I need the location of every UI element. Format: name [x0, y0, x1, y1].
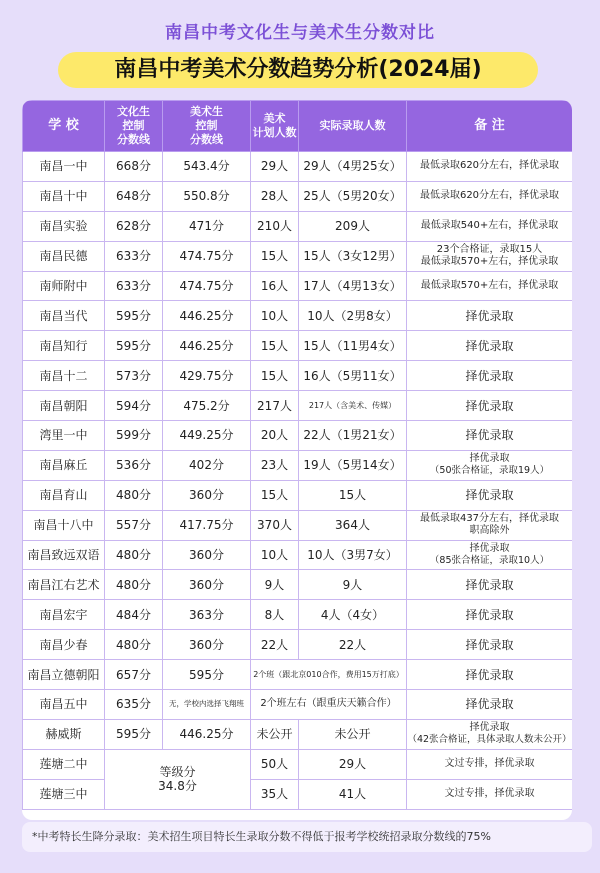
table-row: [23, 241, 573, 271]
note-line: 最低录取540+左右，择优录取: [420, 220, 559, 232]
school-cell: 南昌当代: [23, 301, 105, 331]
note-line: 最低录取620分左右，择优录取: [419, 160, 560, 172]
actual-cell: 10人（3男7女）: [299, 540, 407, 570]
note-line: 文过专排，择优录取: [444, 758, 535, 770]
school-cell: 南昌育山: [23, 480, 105, 510]
culture-score-cell: 628分: [105, 211, 163, 241]
table-row: [23, 450, 573, 480]
table-row: [23, 152, 573, 182]
note-line: 择优录取: [465, 338, 514, 353]
art-score-cell: 449.25分: [163, 421, 251, 451]
table-row: [23, 660, 573, 690]
actual-cell: 29人: [299, 749, 407, 779]
header-actual: 实际录取人数: [299, 101, 407, 152]
note-line: 职高除外: [469, 525, 510, 537]
school-cell: 南昌十八中: [23, 510, 105, 540]
art-score-cell: 360分: [163, 570, 251, 600]
note-line: 择优录取: [465, 637, 514, 652]
plan-cell: 16人: [251, 271, 299, 301]
note-line: 择优录取: [465, 697, 514, 712]
school-cell: 莲塘三中: [23, 779, 105, 809]
table-row: [23, 271, 573, 301]
school-cell: 南昌实验: [23, 211, 105, 241]
school-cell: 南昌十中: [23, 181, 105, 211]
actual-cell: 217人（含美术、传媒）: [299, 391, 407, 421]
school-cell: 南昌江右艺术: [23, 570, 105, 600]
note-line: 择优录取: [469, 453, 510, 465]
grade-value: 34.8分: [158, 779, 197, 794]
note-line: 最低录取570+左右，择优录取: [420, 280, 559, 291]
note-cell: [407, 241, 573, 271]
table-row: [23, 570, 573, 600]
art-score-cell: 429.75分: [163, 361, 251, 391]
school-cell: 南昌朝阳: [23, 391, 105, 421]
plan-cell: 15人: [251, 361, 299, 391]
note-cell: [407, 361, 573, 391]
school-cell: 南昌民德: [23, 241, 105, 271]
note-cell: [407, 690, 573, 720]
table-row: [23, 719, 573, 749]
note-line: 择优录取: [465, 607, 514, 622]
plan-cell: 23人: [251, 450, 299, 480]
table-row: [23, 600, 573, 630]
actual-cell: 22人: [299, 630, 407, 660]
plan-cell: 15人: [251, 331, 299, 361]
culture-score-cell: 657分: [105, 660, 163, 690]
school-cell: 湾里一中: [23, 421, 105, 451]
actual-cell: 29人（4男25女）: [299, 152, 407, 182]
note-line: 文过专排，择优录取: [444, 788, 535, 800]
note-line: 择优录取: [465, 667, 514, 682]
note-line: 择优录取: [469, 543, 510, 555]
note-cell: [407, 540, 573, 570]
table-row: [23, 749, 573, 779]
plan-cell: 210人: [251, 211, 299, 241]
actual-cell: 15人: [299, 480, 407, 510]
culture-score-cell: 635分: [105, 690, 163, 720]
actual-cell: 364人: [299, 510, 407, 540]
note-line: 最低录取570+左右，择优录取: [420, 256, 559, 268]
art-score-cell: 550.8分: [163, 181, 251, 211]
table-row: [23, 480, 573, 510]
header-culture: 文化生 控制 分数线: [105, 101, 163, 152]
school-cell: 南师附中: [23, 271, 105, 301]
art-score-cell: 543.4分: [163, 152, 251, 182]
note-cell: [407, 301, 573, 331]
note-cell: [407, 421, 573, 451]
subtitle: 南昌中考文化生与美术生分数对比: [165, 23, 435, 43]
culture-score-cell: 480分: [105, 540, 163, 570]
plan-cell: 8人: [251, 600, 299, 630]
actual-cell: 15人（11男4女）: [299, 331, 407, 361]
art-score-cell: 474.75分: [163, 271, 251, 301]
plan-cell: 28人: [251, 181, 299, 211]
table-row: [23, 331, 573, 361]
art-score-cell: 475.2分: [163, 391, 251, 421]
culture-score-cell: 484分: [105, 600, 163, 630]
table-row: [23, 361, 573, 391]
note-cell: [407, 211, 573, 241]
culture-score-cell: 480分: [105, 570, 163, 600]
art-score-cell: 595分: [163, 660, 251, 690]
note-line: 最低录取437分左右，择优录取: [419, 513, 560, 525]
school-cell: 南昌宏宇: [23, 600, 105, 630]
culture-score-cell: 595分: [105, 331, 163, 361]
plan-cell: 未公开: [251, 719, 299, 749]
note-line: 择优录取: [465, 308, 514, 323]
note-cell: [407, 271, 573, 301]
note-line: （50张合格证，录取19人）: [429, 465, 550, 477]
art-score-cell: 360分: [163, 480, 251, 510]
plan-cell: 15人: [251, 241, 299, 271]
page-title: 南昌中考美术分数趋势分析(2024届): [58, 52, 538, 88]
culture-score-cell: 595分: [105, 301, 163, 331]
note-line: （42张合格证，具体录取人数未公开）: [407, 734, 572, 746]
actual-cell: 41人: [299, 779, 407, 809]
note-cell: [407, 331, 573, 361]
actual-cell: 4人（4女）: [299, 600, 407, 630]
art-score-cell: 446.25分: [163, 719, 251, 749]
note-cell: [407, 600, 573, 630]
plan-cell: 35人: [251, 779, 299, 809]
header-note: 备 注: [407, 101, 573, 152]
school-cell: 南昌知行: [23, 331, 105, 361]
art-score-cell: 446.25分: [163, 331, 251, 361]
table-row: [23, 630, 573, 660]
note-cell: [407, 719, 573, 749]
actual-cell: 9人: [299, 570, 407, 600]
culture-score-cell: 594分: [105, 391, 163, 421]
culture-score-cell: 595分: [105, 719, 163, 749]
note-cell: [407, 749, 573, 779]
note-line: 择优录取: [465, 428, 514, 443]
note-cell: [407, 510, 573, 540]
art-score-cell: 无，学校内选择飞翔班: [163, 690, 251, 720]
table-row: [23, 301, 573, 331]
table-row: [23, 211, 573, 241]
actual-cell: 10人（2男8女）: [299, 301, 407, 331]
actual-cell: 25人（5男20女）: [299, 181, 407, 211]
school-cell: 南昌少春: [23, 630, 105, 660]
school-cell: 莲塘二中: [23, 749, 105, 779]
art-score-cell: 471分: [163, 211, 251, 241]
culture-score-cell: 536分: [105, 450, 163, 480]
actual-cell: 未公开: [299, 719, 407, 749]
culture-score-cell: 599分: [105, 421, 163, 451]
actual-cell: 209人: [299, 211, 407, 241]
footnote: *中考特长生降分录取：美术招生项目特长生录取分数不得低于报考学校统招录取分数线的75%: [22, 822, 592, 852]
grade-label: 等级分: [159, 765, 196, 780]
plan-cell: 29人: [251, 152, 299, 182]
score-table: [22, 100, 572, 820]
culture-score-cell: 573分: [105, 361, 163, 391]
plan-cell: 10人: [251, 540, 299, 570]
note-cell: [407, 181, 573, 211]
plan-cell: 50人: [251, 749, 299, 779]
culture-score-cell: 633分: [105, 241, 163, 271]
plan-cell: 9人: [251, 570, 299, 600]
table-row: [23, 510, 573, 540]
plan-cell: 10人: [251, 301, 299, 331]
culture-score-cell: 648分: [105, 181, 163, 211]
school-cell: 南昌麻丘: [23, 450, 105, 480]
culture-score-cell: 668分: [105, 152, 163, 182]
art-score-cell: 402分: [163, 450, 251, 480]
note-line: 23个合格证，录取15人: [436, 244, 543, 256]
note-line: 最低录取620分左右，择优录取: [419, 190, 560, 202]
header-art: 美术生 控制 分数线: [163, 101, 251, 152]
table-row: [23, 181, 573, 211]
actual-cell: 15人（3女12男）: [299, 241, 407, 271]
header-school: 学 校: [23, 101, 105, 152]
art-score-cell: 446.25分: [163, 301, 251, 331]
note-line: 择优录取: [465, 488, 514, 503]
note-cell: [407, 450, 573, 480]
culture-score-cell: 480分: [105, 630, 163, 660]
art-score-cell: 360分: [163, 540, 251, 570]
school-cell: 南昌立德朝阳: [23, 660, 105, 690]
plan-actual-merged-cell: 2个班（跟北京010合作，费用15万打底）: [251, 660, 407, 690]
plan-cell: 22人: [251, 630, 299, 660]
note-cell: [407, 152, 573, 182]
table-row: [23, 421, 573, 451]
note-cell: [407, 480, 573, 510]
school-cell: 南昌一中: [23, 152, 105, 182]
school-cell: 赫威斯: [23, 719, 105, 749]
art-score-cell: 417.75分: [163, 510, 251, 540]
actual-cell: 16人（5男11女）: [299, 361, 407, 391]
table-row: [23, 540, 573, 570]
note-line: 择优录取: [465, 577, 514, 592]
plan-actual-merged-cell: 2个班左右（跟重庆天籁合作）: [251, 690, 407, 720]
note-cell: [407, 779, 573, 809]
culture-score-cell: 633分: [105, 271, 163, 301]
plan-cell: 370人: [251, 510, 299, 540]
art-score-cell: 474.75分: [163, 241, 251, 271]
note-cell: [407, 391, 573, 421]
note-line: 择优录取: [465, 398, 514, 413]
actual-cell: 19人（5男14女）: [299, 450, 407, 480]
culture-score-cell: 557分: [105, 510, 163, 540]
school-cell: 南昌十二: [23, 361, 105, 391]
plan-cell: 15人: [251, 480, 299, 510]
plan-cell: 217人: [251, 391, 299, 421]
note-cell: [407, 630, 573, 660]
table-header-row: [23, 101, 573, 152]
note-line: 择优录取: [469, 722, 510, 734]
actual-cell: 22人（1男21女）: [299, 421, 407, 451]
table-row: [23, 391, 573, 421]
header-plan: 美术 计划人数: [251, 101, 299, 152]
culture-score-cell: 480分: [105, 480, 163, 510]
note-cell: [407, 660, 573, 690]
actual-cell: 17人（4男13女）: [299, 271, 407, 301]
art-score-cell: 363分: [163, 600, 251, 630]
note-line: 择优录取: [465, 368, 514, 383]
school-cell: 南昌五中: [23, 690, 105, 720]
school-cell: 南昌致远双语: [23, 540, 105, 570]
grade-merged-cell: [105, 749, 251, 809]
note-line: （85张合格证，录取10人）: [429, 555, 550, 567]
table-row: [23, 690, 573, 720]
art-score-cell: 360分: [163, 630, 251, 660]
note-cell: [407, 570, 573, 600]
plan-cell: 20人: [251, 421, 299, 451]
